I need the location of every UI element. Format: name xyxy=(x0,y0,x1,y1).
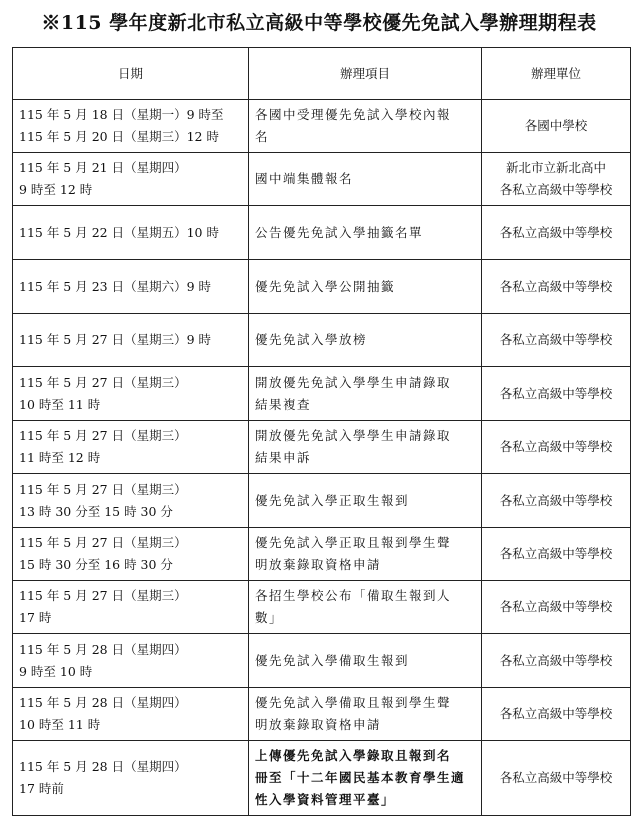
cell-item xyxy=(249,741,482,816)
cell-line: 各私立高級中等學校 xyxy=(499,224,613,240)
cell-line: 15 時 30 分至 16 時 30 分 xyxy=(19,557,173,572)
cell-date xyxy=(13,741,249,816)
cell-line: 優先免試入學備取生報到 xyxy=(255,652,410,668)
cell-line: 115 年 5 月 27 日（星期三） xyxy=(19,535,187,550)
cell-item xyxy=(249,100,482,153)
cell-line: 115 年 5 月 27 日（星期三）9 時 xyxy=(19,332,212,347)
cell-date xyxy=(13,634,249,688)
cell-line: 各私立高級中等學校 xyxy=(499,599,613,614)
cell-line: 公告優先免試入學抽籤名單 xyxy=(255,224,424,240)
cell-line: 115 年 5 月 20 日（星期三）12 時 xyxy=(19,129,219,144)
cell-line: 115 年 5 月 23 日（星期六）9 時 xyxy=(19,278,212,294)
cell-date xyxy=(13,260,249,314)
cell-line: 各私立高級中等學校 xyxy=(499,385,613,401)
schedule-table xyxy=(12,47,631,816)
cell-unit xyxy=(482,474,631,528)
cell-line: 各私立高級中等學校 xyxy=(499,770,613,785)
cell-line: 優先免試入學公開抽籤 xyxy=(255,278,396,294)
cell-unit xyxy=(482,688,631,741)
cell-line: 各招生學校公布「備取生報到人 xyxy=(255,588,452,603)
cell-item xyxy=(249,367,482,421)
cell-unit xyxy=(482,367,631,421)
table-row xyxy=(13,688,631,741)
cell-line: 各私立高級中等學校 xyxy=(499,546,613,561)
cell-line: 115 年 5 月 28 日（星期四） xyxy=(19,641,187,657)
cell-item xyxy=(249,634,482,688)
table-row xyxy=(13,153,631,206)
cell-item xyxy=(249,688,482,741)
cell-item xyxy=(249,581,482,634)
cell-line: 10 時至 11 時 xyxy=(19,717,101,732)
cell-date xyxy=(13,474,249,528)
cell-line: 各私立高級中等學校 xyxy=(499,278,613,294)
table-row xyxy=(13,421,631,474)
table-row xyxy=(13,314,631,367)
table-row xyxy=(13,528,631,581)
table-row xyxy=(13,206,631,260)
cell-line: 115 年 5 月 28 日（星期四） xyxy=(19,759,187,774)
cell-unit xyxy=(482,206,631,260)
cell-line: 115 年 5 月 22 日（星期五）10 時 xyxy=(19,224,219,240)
cell-line: 冊至「十二年國民基本教育學生適 xyxy=(255,770,466,785)
cell-line: 明放棄錄取資格申請 xyxy=(255,717,382,732)
cell-line: 國中端集體報名 xyxy=(255,171,354,186)
header-unit: 辦理單位 xyxy=(482,48,631,100)
cell-line: 17 時前 xyxy=(19,781,64,796)
cell-unit xyxy=(482,634,631,688)
cell-line: 各國中受理優先免試入學校內報 xyxy=(255,107,452,122)
cell-line: 結果複查 xyxy=(255,396,312,412)
cell-line: 115 年 5 月 27 日（星期三） xyxy=(19,588,187,603)
cell-line: 115 年 5 月 21 日（星期四） xyxy=(19,160,187,175)
cell-unit xyxy=(482,528,631,581)
cell-item xyxy=(249,153,482,206)
cell-line: 數」 xyxy=(255,610,284,625)
cell-line: 各私立高級中等學校 xyxy=(499,182,613,197)
cell-item xyxy=(249,421,482,474)
cell-line: 開放優先免試入學學生申請錄取 xyxy=(255,374,452,390)
cell-item xyxy=(249,314,482,367)
cell-line: 17 時 xyxy=(19,610,52,625)
cell-unit xyxy=(482,260,631,314)
cell-line: 各私立高級中等學校 xyxy=(499,439,613,454)
cell-line: 明放棄錄取資格申請 xyxy=(255,557,382,572)
cell-line: 各私立高級中等學校 xyxy=(499,706,613,721)
cell-date xyxy=(13,314,249,367)
cell-date xyxy=(13,421,249,474)
cell-date xyxy=(13,688,249,741)
table-row xyxy=(13,581,631,634)
table-row xyxy=(13,260,631,314)
cell-line: 9 時至 12 時 xyxy=(19,182,93,197)
cell-unit xyxy=(482,581,631,634)
cell-line: 115 年 5 月 27 日（星期三） xyxy=(19,374,187,390)
cell-line: 115 年 5 月 28 日（星期四） xyxy=(19,695,187,710)
cell-line: 9 時至 10 時 xyxy=(19,663,93,679)
page-title: ※115 學年度新北市私立高級中等學校優先免試入學辦理期程表 xyxy=(41,12,597,34)
cell-line: 新北市立新北高中 xyxy=(505,160,606,175)
cell-line: 10 時至 11 時 xyxy=(19,396,101,412)
cell-line: 上傳優先免試入學錄取且報到名 xyxy=(255,748,452,763)
cell-date xyxy=(13,153,249,206)
cell-unit xyxy=(482,100,631,153)
cell-date xyxy=(13,100,249,153)
cell-line: 結果申訴 xyxy=(255,450,312,465)
cell-line: 優先免試入學備取且報到學生聲 xyxy=(255,695,452,710)
cell-line: 115 年 5 月 18 日（星期一）9 時至 xyxy=(19,107,224,122)
cell-date xyxy=(13,581,249,634)
table-row xyxy=(13,474,631,528)
table-row xyxy=(13,100,631,153)
cell-date xyxy=(13,367,249,421)
cell-line: 名 xyxy=(255,129,270,144)
cell-line: 優先免試入學正取生報到 xyxy=(255,492,410,508)
cell-line: 優先免試入學正取且報到學生聲 xyxy=(255,535,452,550)
cell-line: 各私立高級中等學校 xyxy=(499,652,613,668)
cell-item xyxy=(249,206,482,260)
cell-date xyxy=(13,528,249,581)
cell-line: 11 時至 12 時 xyxy=(19,450,101,465)
cell-line: 性入學資料管理平臺」 xyxy=(255,792,396,807)
header-item: 辦理項目 xyxy=(249,48,482,100)
cell-item xyxy=(249,528,482,581)
cell-line: 各私立高級中等學校 xyxy=(499,332,613,347)
cell-line: 開放優先免試入學學生申請錄取 xyxy=(255,428,452,443)
cell-line: 各國中學校 xyxy=(524,118,588,133)
header-date: 日期 xyxy=(13,48,249,100)
cell-date xyxy=(13,206,249,260)
table-row xyxy=(13,634,631,688)
cell-line: 各私立高級中等學校 xyxy=(499,492,613,508)
cell-unit xyxy=(482,314,631,367)
cell-line: 優先免試入學放榜 xyxy=(255,332,368,347)
cell-unit xyxy=(482,153,631,206)
cell-item xyxy=(249,260,482,314)
cell-unit xyxy=(482,741,631,816)
table-header-row xyxy=(13,48,631,100)
cell-line: 115 年 5 月 27 日（星期三） xyxy=(19,481,187,497)
cell-item xyxy=(249,474,482,528)
cell-unit xyxy=(482,421,631,474)
table-row xyxy=(13,367,631,421)
cell-line: 115 年 5 月 27 日（星期三） xyxy=(19,428,187,443)
table-row xyxy=(13,741,631,816)
cell-line: 13 時 30 分至 15 時 30 分 xyxy=(19,503,173,519)
